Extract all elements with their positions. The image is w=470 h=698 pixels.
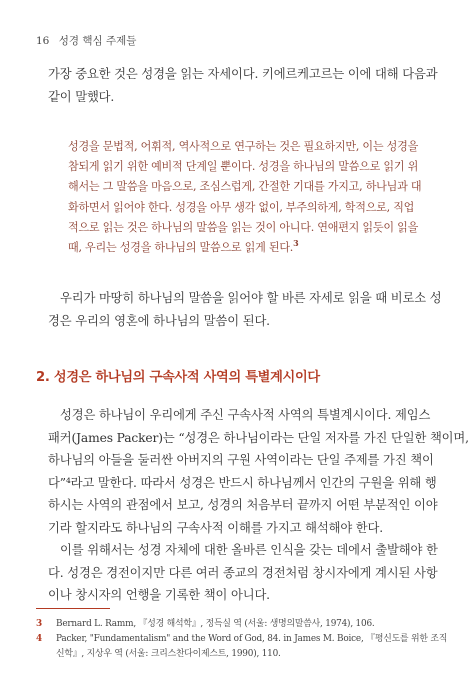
section-paragraph-2 bbox=[48, 539, 436, 607]
footnote-text bbox=[56, 617, 375, 632]
text-line: 우리가 마땅히 하나님의 말씀을 읽어야 할 바른 자세로 읽을 때 비로소 성 bbox=[60, 291, 442, 305]
text-line: 다. 성경은 경전이지만 다른 여러 종교의 경전처럼 창시자에게 계시된 사항 bbox=[48, 565, 438, 580]
footnote-text bbox=[56, 632, 447, 662]
quote-line-last bbox=[68, 238, 434, 258]
running-head-title: 성경 핵심 주제들 bbox=[58, 35, 137, 47]
text-line: 가장 중요한 것은 성경을 읽는 자세이다. 키에르케고르는 이에 대해 다음과 bbox=[48, 67, 438, 81]
quote-line: 화하면서 읽어야 한다. 성경을 아무 생각 없이, 부주의하게, 학적으로, 직업 bbox=[68, 200, 415, 214]
footnote-number: 3 bbox=[36, 619, 42, 629]
text-line: 같이 말했다. bbox=[48, 89, 115, 104]
text-line: 이를 위해서는 성경 자체에 대한 올바른 인식을 갖는 데에서 출발해야 한 bbox=[60, 543, 438, 557]
block-quote bbox=[68, 137, 434, 258]
text-line: 하시는 사역의 관점에서 보고, 성경의 처음부터 끝까지 어떤 부분적인 이야 bbox=[48, 498, 438, 512]
quote-line-text: 때, 우리는 성경을 하나님의 말씀으로 읽게 된다. bbox=[68, 241, 294, 255]
footnote-line: Packer, "Fundamentalism" and the Word of God, 84. in James M. Boice, 『평신도를 위한 조직 bbox=[56, 634, 448, 644]
footnote-4 bbox=[36, 632, 448, 662]
text-line: 기라 할지라도 하나님의 구속사적 이해를 가지고 해석해야 한다. bbox=[48, 520, 384, 535]
footnote-3 bbox=[36, 617, 436, 632]
footnote-line: 신학』, 지상우 역 (서울: 크리스찬다이제스트, 1990), 110. bbox=[56, 649, 281, 659]
section-paragraph-1 bbox=[48, 404, 469, 539]
text-line: 하나님의 아들을 둘러싼 아버지의 구원 사역이라는 단일 주제를 가진 책이 bbox=[48, 453, 434, 467]
text-line: 다”⁴라고 말한다. 따라서 성경은 반드시 하나님께서 인간의 구원을 위해 행 bbox=[48, 475, 437, 490]
section-heading: 2. 성경은 하나님의 구속사적 사역의 특별계시이다 bbox=[36, 370, 320, 385]
footnote-ref-3[interactable]: 3 bbox=[293, 238, 299, 249]
text-line: 성경은 하나님이 우리에게 주신 구속사적 사역의 특별계시이다. 제임스 bbox=[60, 408, 431, 422]
page-number: 16 bbox=[36, 35, 50, 47]
quote-line: 참되게 읽기 위한 예비적 단계일 뿐이다. 성경을 하나님의 말씀으로 읽기 위 bbox=[68, 160, 419, 174]
running-head bbox=[36, 33, 136, 48]
after-quote-paragraph bbox=[48, 287, 442, 332]
quote-line: 적으로 읽는 것은 하나님의 말씀을 읽는 것이 아니다. 연애편지 읽듯이 읽을 bbox=[68, 220, 419, 234]
footnote-divider bbox=[36, 608, 110, 609]
intro-paragraph bbox=[48, 63, 436, 108]
text-line: 이나 창시자의 언행을 기록한 책이 아니다. bbox=[48, 588, 270, 602]
footnote-line: Bernard L. Ramm, 『성경 해석학』, 정득실 역 (서울: 생명의말씀사, 1974), 106. bbox=[56, 619, 375, 629]
footnotes bbox=[36, 617, 448, 662]
footnote-number: 4 bbox=[36, 634, 42, 644]
quote-line: 성경을 문법적, 어휘적, 역사적으로 연구하는 것은 필요하지만, 이는 성경을 bbox=[68, 140, 419, 153]
text-line: 패커(James Packer)는 “성경은 하나님이라는 단일 저자를 가진 단일한 책이며, bbox=[48, 430, 469, 445]
quote-line: 해서는 그 말씀을 마음으로, 조심스럽게, 간절한 기대를 가지고, 하나님과 대 bbox=[68, 180, 422, 194]
text-line: 경은 우리의 영혼에 하나님의 말씀이 된다. bbox=[48, 313, 270, 328]
